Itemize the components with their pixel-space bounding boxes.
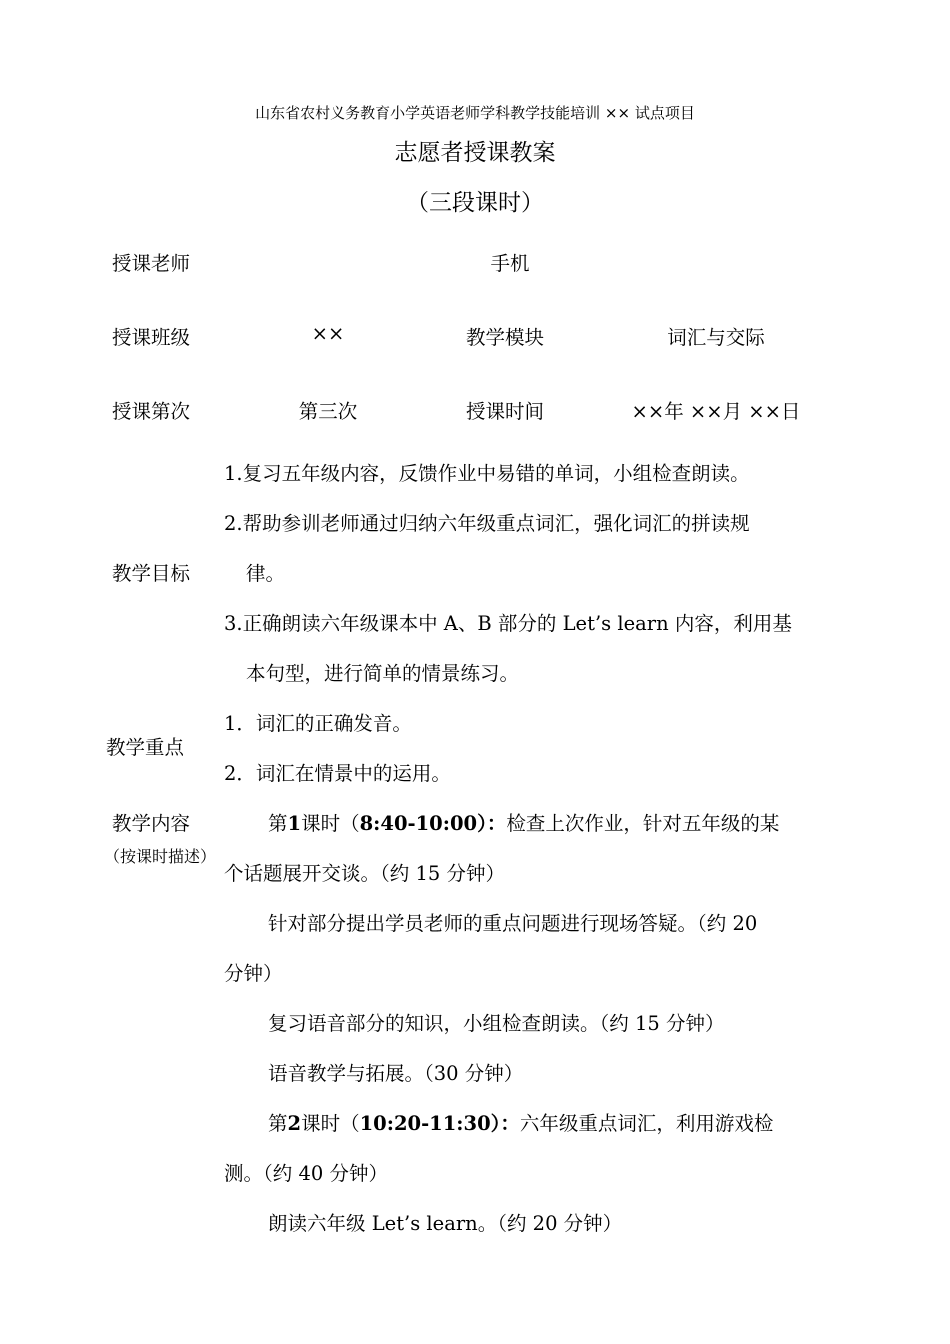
- time-label: 授课时间: [466, 400, 545, 423]
- teacher-value: 手机: [490, 252, 530, 275]
- lesson-2-close: ）：: [490, 1112, 520, 1135]
- content-paragraph-5: [268, 1108, 773, 1136]
- key-point-2: 2．词汇在情景中的运用。: [224, 762, 451, 785]
- class-label: 授课班级: [112, 326, 191, 349]
- goal-line-3: 律。: [246, 562, 286, 585]
- goal-line-2: 2.帮助参训老师通过归纳六年级重点词汇，强化词汇的拼读规: [224, 512, 750, 535]
- lesson-1-close: ）：: [477, 812, 507, 835]
- lesson-2-number: 2: [287, 1112, 302, 1135]
- lesson-2-time: 10:20-11:30: [359, 1112, 491, 1135]
- key-points-label: 教学重点: [106, 736, 185, 759]
- content-paragraph-2: 针对部分提出学员老师的重点问题进行现场答疑。（约 20: [268, 912, 758, 935]
- lesson-1-number: 1: [287, 812, 302, 835]
- lesson-1-time: 8:40-10:00: [359, 812, 478, 835]
- content-paragraph-3: 复习语音部分的知识，小组检查朗读。（约 15 分钟）: [268, 1012, 725, 1035]
- lesson-1-mid: 课时（: [301, 812, 360, 835]
- document-header: 山东省农村义务教育小学英语老师学科教学技能培训 ×× 试点项目: [255, 104, 695, 122]
- goal-line-1: 1.复习五年级内容，反馈作业中易错的单词，小组检查朗读。: [224, 462, 750, 485]
- lesson-2-rest: 六年级重点词汇，利用游戏检: [519, 1112, 774, 1135]
- goals-label: 教学目标: [112, 562, 191, 585]
- session-label: 授课第次: [112, 400, 191, 423]
- content-paragraph-2-line-2: 分钟）: [224, 962, 283, 985]
- lesson-2-mid: 课时（: [301, 1112, 360, 1135]
- lesson-1-rest: 检查上次作业，针对五年级的某: [506, 812, 780, 835]
- teacher-label: 授课老师: [112, 252, 191, 275]
- class-value: ××: [311, 322, 345, 345]
- goal-line-5: 本句型，进行简单的情景练习。: [246, 662, 520, 685]
- goal-line-4: 3.正确朗读六年级课本中 A、B 部分的 Let’s learn 内容，利用基: [224, 612, 792, 635]
- lesson-2-prefix: 第: [268, 1112, 288, 1135]
- content-paragraph-1: [268, 808, 779, 836]
- content-paragraph-4: 语音教学与拓展。（30 分钟）: [268, 1062, 524, 1085]
- module-value: 词汇与交际: [667, 326, 765, 349]
- time-value: ××年 ××月 ××日: [631, 400, 801, 423]
- content-label: 教学内容: [112, 812, 191, 835]
- content-paragraph-5-line-2: 测。（约 40 分钟）: [224, 1162, 388, 1185]
- content-paragraph-6: 朗读六年级 Let’s learn。（约 20 分钟）: [268, 1212, 623, 1235]
- content-paragraph-1-line-2: 个话题展开交谈。（约 15 分钟）: [224, 862, 505, 885]
- module-label: 教学模块: [466, 326, 545, 349]
- lesson-1-prefix: 第: [268, 812, 288, 835]
- document-subtitle: （三段课时）: [406, 190, 544, 216]
- document-title: 志愿者授课教案: [394, 140, 556, 166]
- content-sublabel: （按课时描述）: [104, 847, 217, 866]
- session-value: 第三次: [298, 400, 358, 423]
- key-point-1: 1．词汇的正确发音。: [224, 712, 412, 735]
